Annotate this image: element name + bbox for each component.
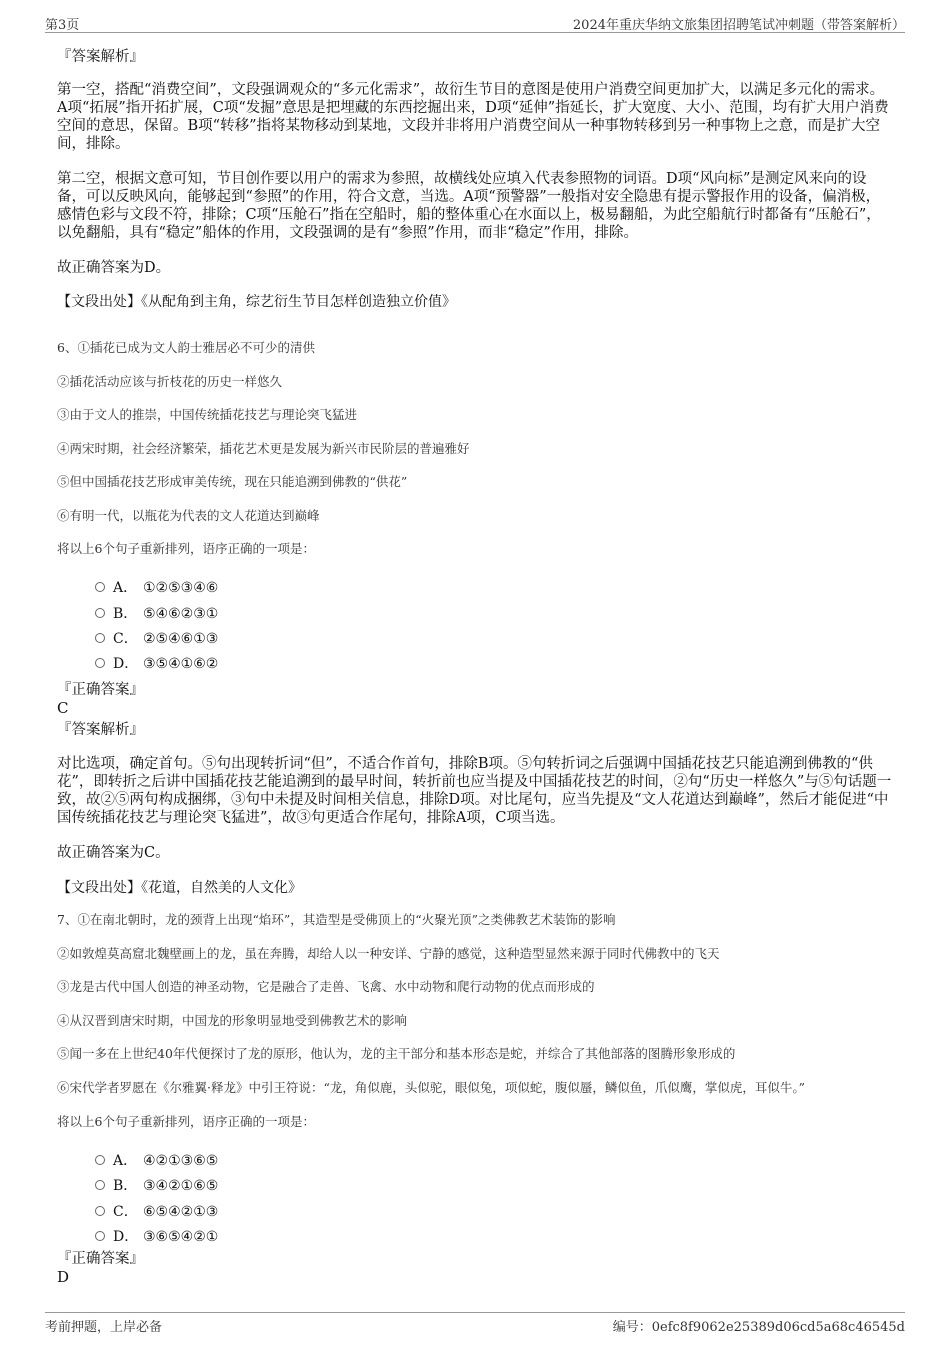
q7-sentence-1: 7、①在南北朝时，龙的颈背上出现“焰环”，其造型是受佛顶上的“火聚光顶”之类佛教艺术装饰的影响 bbox=[57, 912, 616, 927]
q6-analysis-label: 『答案解析』 bbox=[57, 722, 144, 738]
q5-analysis-para2: 第二空，根据文意可知，节目创作要以用户的需求为参照，故横线处应填入代表参照物的词语。D项“风向标”是测定风来向的设备，可以反映风向，能够起到“参照”的作用，符合文意，当选。A项“预警器”一般指对安全隐患有提示警报作用的设备，偏消极，感情色彩与文段不符，排除；C项“压舱石”指在空船时，船的整体重心在水面以上，极易翻船，为此空船航行时都备有“压舱石”，以免翻船，具有“稳定”船体的作用，文段强调的是有“参照”作用，而非“稳定”作用，排除。 bbox=[57, 171, 881, 241]
q6-sentence-2: ②插花活动应该与折枝花的历史一样悠久 bbox=[57, 374, 283, 389]
radio-icon[interactable] bbox=[95, 608, 105, 618]
radio-icon[interactable] bbox=[95, 1206, 105, 1216]
q7-answer: D bbox=[57, 1268, 70, 1286]
q6-answer: C bbox=[57, 699, 69, 717]
q7-sentence-4: ④从汉晋到唐宋时期，中国龙的形象明显地受到佛教艺术的影响 bbox=[57, 1013, 408, 1028]
q6-sentence-4: ④两宋时期，社会经济繁荣，插花艺术更是发展为新兴市民阶层的普遍雅好 bbox=[57, 441, 470, 456]
radio-icon[interactable] bbox=[95, 1180, 105, 1190]
q7-option-b[interactable]: B． ③④②①⑥⑤ bbox=[95, 1175, 218, 1195]
q6-sentence-1: 6、①插花已成为文人韵士雅居必不可少的清供 bbox=[57, 340, 315, 355]
page-number: 第3页 bbox=[45, 18, 80, 33]
q7-sentence-3: ③龙是古代中国人创造的神圣动物，它是融合了走兽、飞禽、水中动物和爬行动物的优点而形成的 bbox=[57, 979, 595, 994]
q6-sentence-6: ⑥有明一代，以瓶花为代表的文人花道达到巅峰 bbox=[57, 508, 320, 523]
q6-conclusion: 故正确答案为C。 bbox=[57, 845, 170, 861]
page-header bbox=[45, 14, 905, 33]
q6-option-b[interactable]: B． ⑤④⑥②③① bbox=[95, 603, 218, 623]
q6-option-a[interactable]: A． ①②⑤③④⑥ bbox=[95, 577, 218, 597]
q7-sentence-6: ⑥宋代学者罗愿在《尔雅翼·释龙》中引王符说：“龙，角似鹿，头似驼，眼似兔，项似蛇，腹似蜃，鳞似鱼，爪似鹰，掌似虎，耳似牛。” bbox=[57, 1080, 806, 1095]
page-footer bbox=[45, 1312, 905, 1337]
q6-source: 【文段出处】《花道，自然美的人文化》 bbox=[57, 880, 302, 896]
q6-option-d[interactable]: D． ③⑤④①⑥② bbox=[95, 653, 218, 673]
footer-slogan: 考前押题，上岸必备 bbox=[45, 1320, 163, 1335]
document-id: 编号：0efc8f9062e25389d06cd5a68c46545d bbox=[612, 1320, 905, 1335]
q7-option-a[interactable]: A． ④②①③⑥⑤ bbox=[95, 1150, 218, 1170]
radio-icon[interactable] bbox=[95, 1231, 105, 1241]
q7-sentence-2: ②如敦煌莫高窟北魏壁画上的龙，虽在奔腾，却给人以一种安详、宁静的感觉，这种造型显然来源于同时代佛教中的飞天 bbox=[57, 946, 720, 961]
q5-conclusion: 故正确答案为D。 bbox=[57, 260, 171, 276]
q6-sentence-3: ③由于文人的推崇，中国传统插花技艺与理论突飞猛进 bbox=[57, 407, 358, 422]
q6-prompt: 将以上6个句子重新排列，语序正确的一项是： bbox=[57, 541, 315, 556]
q6-option-c[interactable]: C． ②⑤④⑥①③ bbox=[95, 628, 218, 648]
radio-icon[interactable] bbox=[95, 1155, 105, 1165]
q5-analysis-para1: 第一空，搭配“消费空间”，文段强调观众的“多元化需求”，故衍生节目的意图是使用户消费空间更加扩大，以满足多元化的需求。A项“拓展”指开拓扩展，C项“发掘”意思是把埋藏的东西挖掘出来，D项“延伸”指延长，扩大宽度、大小、范围，均有扩大用户消费空间的意思，保留。B项“转移”指将某物移动到某地，文段并非将用户消费空间从一种事物转移到另一种事物上之意，而是扩大空间，排除。 bbox=[57, 82, 889, 152]
radio-icon[interactable] bbox=[95, 658, 105, 668]
q5-analysis-label: 『答案解析』 bbox=[57, 49, 144, 65]
radio-icon[interactable] bbox=[95, 582, 105, 592]
q7-sentence-5: ⑤闻一多在上世纪40年代便探讨了龙的原形，他认为，龙的主干部分和基本形态是蛇，并综合了其他部落的图腾形象形成的 bbox=[57, 1046, 736, 1061]
q7-option-d[interactable]: D． ③⑥⑤④②① bbox=[95, 1226, 218, 1246]
document-title: 2024年重庆华纳文旅集团招聘笔试冲刺题（带答案解析） bbox=[572, 18, 905, 33]
q6-analysis: 对比选项，确定首句。⑤句出现转折词“但”，不适合作首句，排除B项。⑤句转折词之后强调中国插花技艺只能追溯到佛教的“供花”，即转折之后讲中国插花技艺能追溯到的最早时间，转折前也应当提及中国插花技艺的时间，②句“历史一样悠久”与⑤句话题一致，故②⑤两句构成捆绑，③句中未提及时间相关信息，排除D项。对比尾句，应当先提及“文人花道达到巅峰”，然后才能促进“中国传统插花技艺与理论突飞猛进”，故③句更适合作尾句，排除A项，C项当选。 bbox=[57, 756, 892, 826]
q7-prompt: 将以上6个句子重新排列，语序正确的一项是： bbox=[57, 1114, 315, 1129]
q7-option-c[interactable]: C． ⑥⑤④②①③ bbox=[95, 1201, 218, 1221]
q6-sentence-5: ⑤但中国插花技艺形成审美传统，现在只能追溯到佛教的“供花” bbox=[57, 474, 408, 489]
q6-answer-label: 『正确答案』 bbox=[57, 682, 144, 698]
radio-icon[interactable] bbox=[95, 633, 105, 643]
q7-answer-label: 『正确答案』 bbox=[57, 1251, 144, 1267]
q5-source: 【文段出处】《从配角到主角，综艺衍生节目怎样创造独立价值》 bbox=[57, 294, 456, 310]
